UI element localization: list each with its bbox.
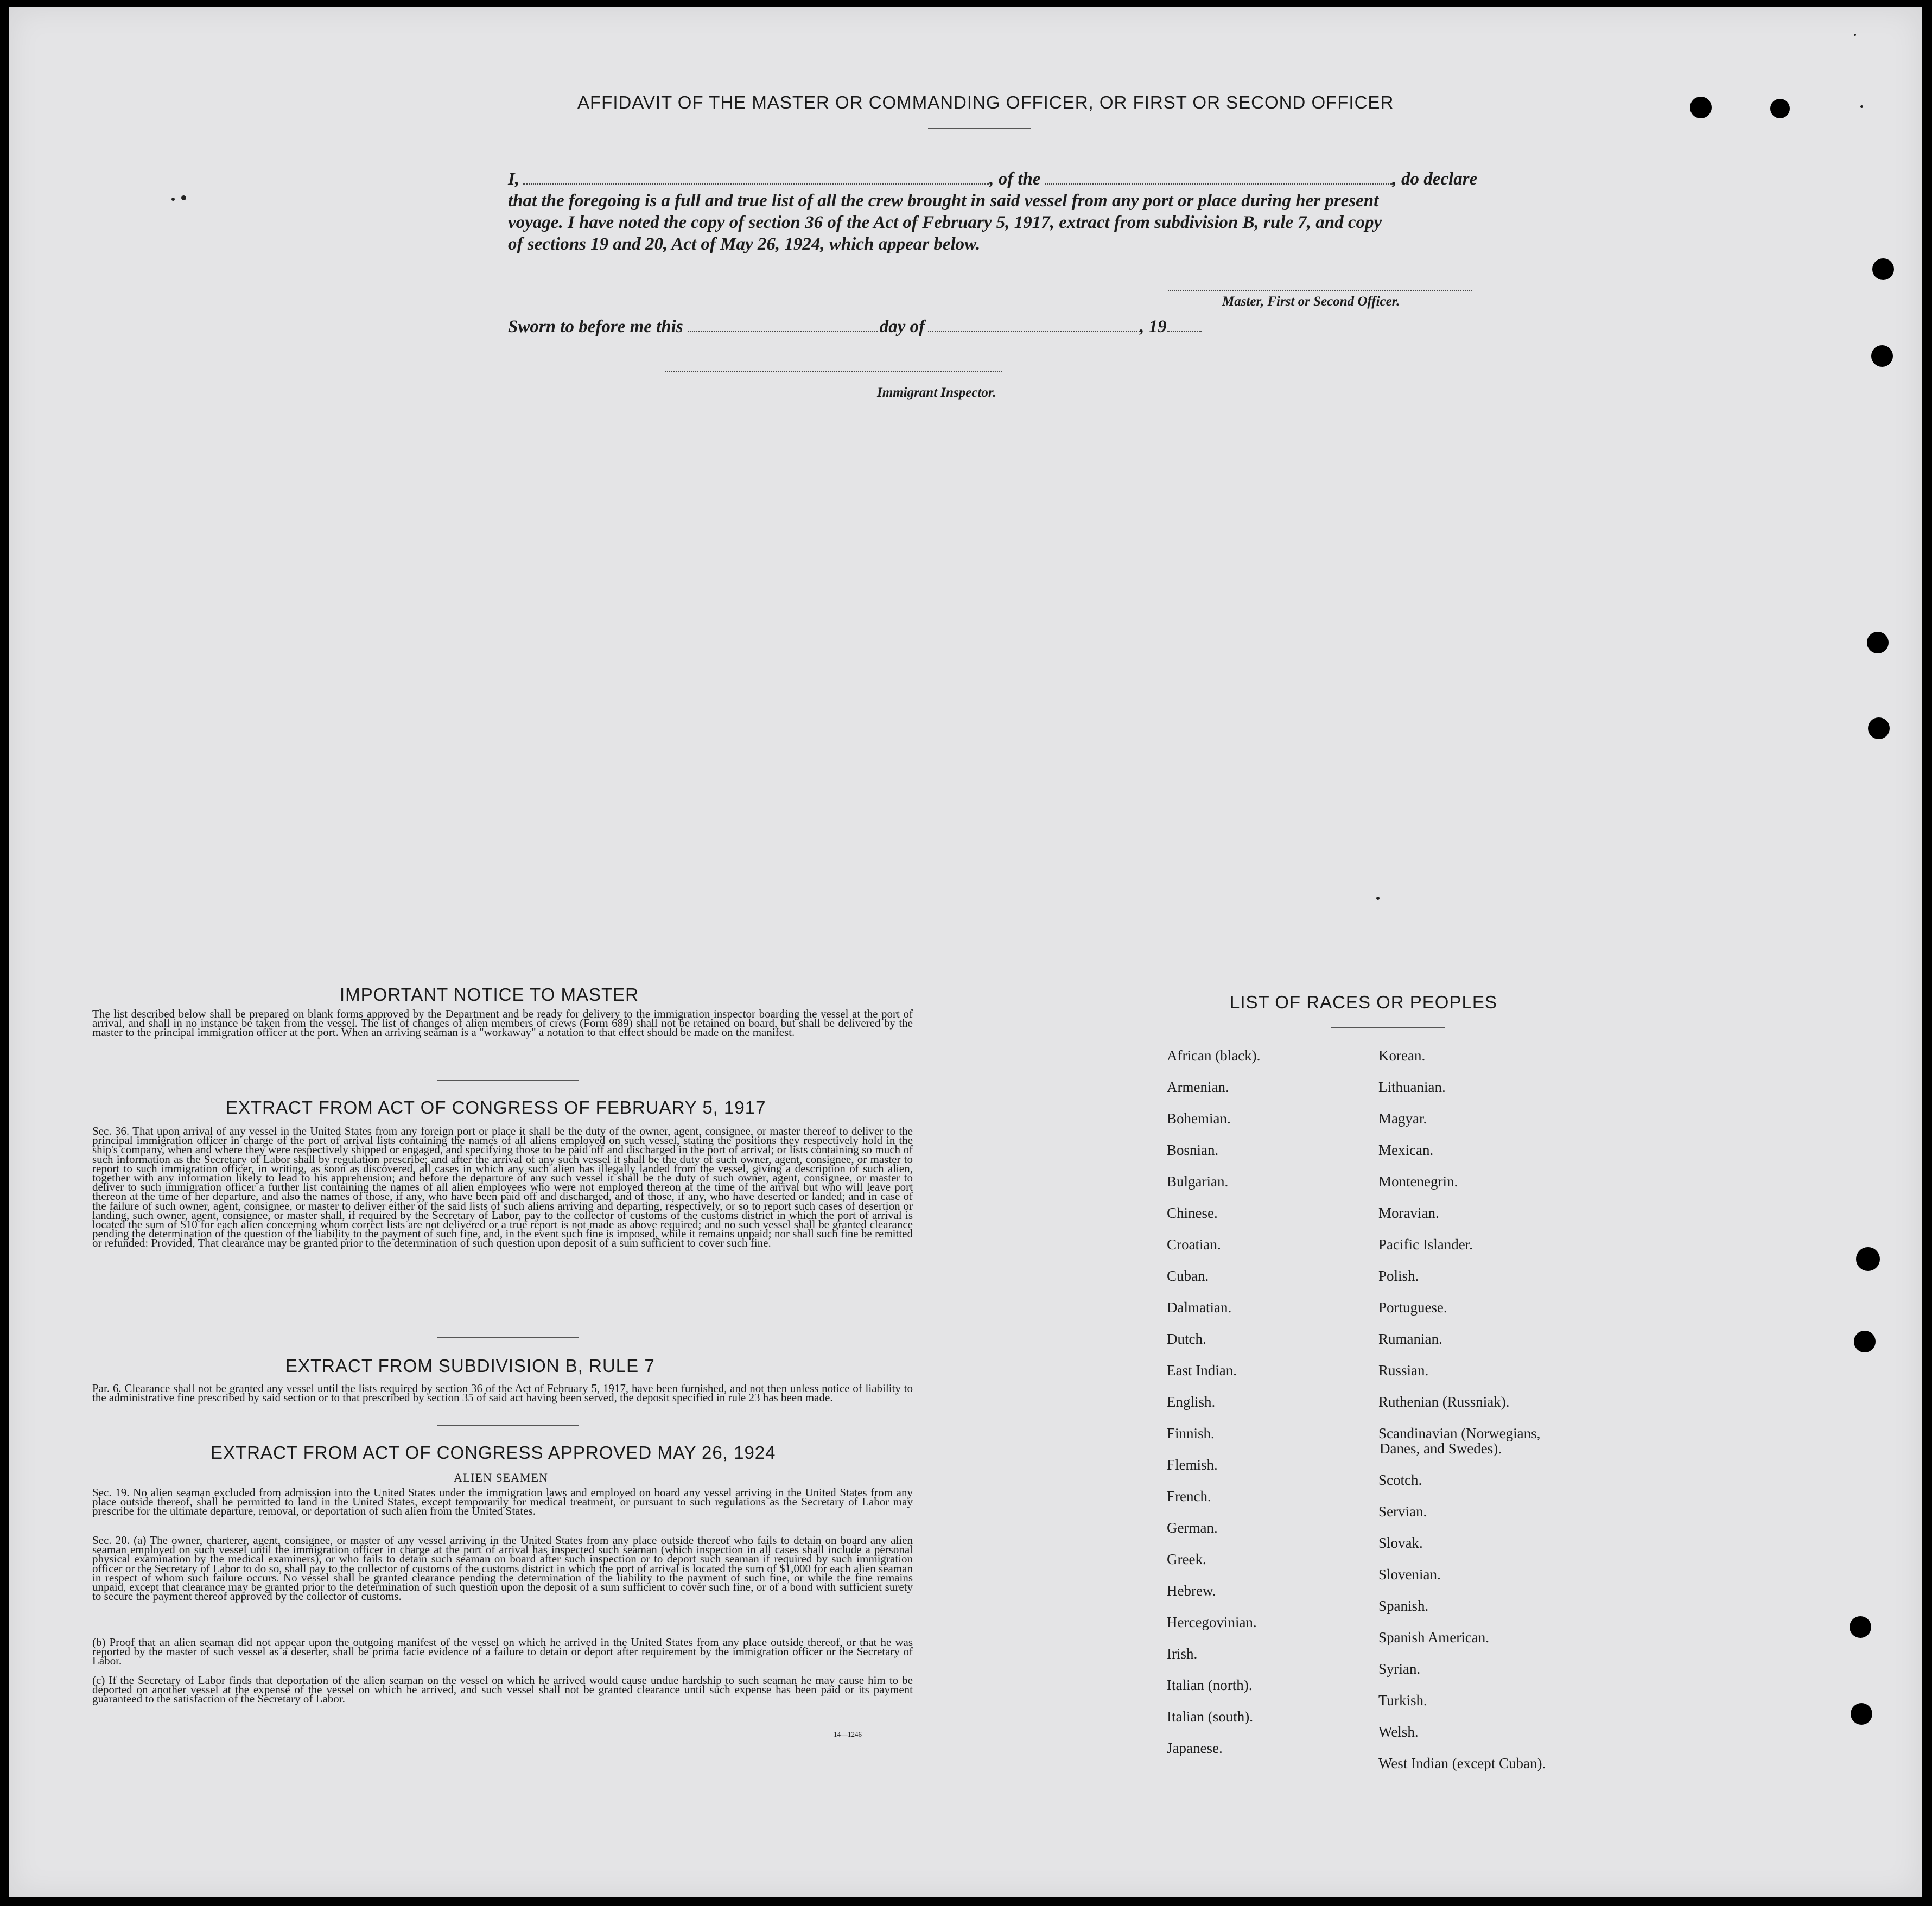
affidavit-line-2: that the foregoing is a full and true list of all the crew brought in said vessel from any port or place during her present	[508, 191, 1379, 211]
race-item: Moravian.	[1378, 1205, 1439, 1221]
vessel-blank[interactable]	[1045, 183, 1393, 185]
race-item: Hebrew.	[1167, 1583, 1216, 1599]
extract-1917-body: Sec. 36. That upon arrival of any vessel in the United States from any foreign port or place it shall be the duty of the owner, agent, consignee, or master thereof to deliver to the principal immigration officer in charge of the port of arrival lists containing the names of all aliens employed on such vessel, stating the positions they respectively hold in the ship's company, when and where they were respectively shipped or engaged, and specifying those to be paid off and discharged in the port of arrival; or lists containing so much of such information as the Secretary of Labor shall by regulation prescribe; and after the arrival of any such vessel it shall be the duty of such owner, agent, consignee, or master to report to such immigration officer, in writing, as soon as discovered, all cases in which any such alien has illegally landed from the vessel, giving a description of such alien, together with any information likely to lead to his apprehension; and before the departure of any such vessel it shall be the duty of such owner, agent, consignee, or master to deliver to such immigration officer a further list containing the names of all alien employees who were not employed thereon at the time of the arrival but who will leave port thereon at the time of her departure, and also the names of those, if any, who have been paid off and discharged, and of those, if any, who have deserted or landed; and in case of the failure of such owner, agent, consignee, or master to deliver either of the said lists of such aliens arriving and departing, respectively, or so to report such cases of desertion or landing, such owner, agent, consignee, or master shall, if required by the Secretary of Labor, pay to the collector of customs of the customs district in which the port of arrival is located the sum of $10 for each alien concerning whom correct lists are not delivered or a true report is not made as above required; and no such vessel shall be granted clearance pending the determination of the question of the liability to the payment of such fine, and, in the event such fine is imposed, while it remains unpaid; nor shall such fine be remitted or refunded: Provided, That clearance may be granted prior to the determination of such question upon deposit of a sum sufficient to cover such fine.	[92, 1124, 913, 1250]
extract-1924-sec20b: (b) Proof that an alien seaman did not appear upon the outgoing manifest of the vessel on which he arrived in the United States from any place outside thereof, or that he was reported by the master of such vessel as a deserter, shall be prima facie evidence of a failure to detain or deport after requirement by the immigration officer or the Secretary of Labor.	[92, 1636, 913, 1668]
race-item: Greek.	[1167, 1551, 1206, 1567]
master-signature-line[interactable]	[1168, 290, 1472, 291]
race-item: Hercegovinian.	[1167, 1614, 1257, 1630]
master-signature-label: Master, First or Second Officer.	[1222, 294, 1400, 309]
race-item: Magyar.	[1378, 1110, 1427, 1127]
race-item: Montenegrin.	[1378, 1173, 1458, 1190]
race-item: Finnish.	[1167, 1425, 1215, 1441]
speck	[1860, 105, 1863, 108]
extract-1924-title: EXTRACT FROM ACT OF CONGRESS APPROVED MAY 26, 1924	[211, 1443, 776, 1463]
race-item: Ruthenian (Russniak).	[1378, 1394, 1510, 1410]
affidavit-line-4: of sections 19 and 20, Act of May 26, 1924, which appear below.	[508, 234, 981, 254]
race-item: Irish.	[1167, 1645, 1198, 1662]
extract-1917-rule	[437, 1337, 579, 1338]
race-item: Welsh.	[1378, 1724, 1419, 1740]
race-item: Bulgarian.	[1167, 1173, 1229, 1190]
extract-1924-sec20a: Sec. 20. (a) The owner, charterer, agent, consignee, or master of any vessel arriving in the United States from any place outside thereof who fails to detain on board any alien seaman employed on such vessel until the immigration officer in charge at the port of arrival has inspected such seaman (which inspection in all cases shall include a personal physical examination by the medical examiners), or who fails to detain such seaman on board after such inspection or to deport such seaman if required by such immigration officer or the Secretary of Labor to do so, shall pay to the collector of customs of the customs district in which the port of arrival is located the sum of $1,000 for each alien seaman in respect of whom such failure occurs. No vessel shall be granted clearance pending the determination of the liability to the payment of such fine, or while the fine remains unpaid, except that clearance may be granted prior to the determination of such question upon the deposit of a sum sufficient to cover such fine, or of a bond with sufficient surety to secure the payment thereof approved by the collector of customs.	[92, 1534, 913, 1603]
form-number: 14—1246	[834, 1730, 862, 1738]
affidavit-title: AFFIDAVIT OF THE MASTER OR COMMANDING OFFICER, OR FIRST OR SECOND OFFICER	[577, 92, 1394, 112]
race-item: Armenian.	[1167, 1079, 1229, 1095]
race-item: Spanish American.	[1378, 1629, 1489, 1645]
binder-hole	[1868, 717, 1890, 739]
sworn-line	[508, 316, 1202, 338]
sworn-year-blank[interactable]	[1167, 331, 1202, 332]
race-item: German.	[1167, 1520, 1218, 1536]
rule7-rule	[437, 1425, 579, 1426]
extract-1924-sec19: Sec. 19. No alien seaman excluded from admission into the United States under the immigration laws and employed on board any vessel arriving in the United States from any place outside thereof, shall be permitted to land in the United States, except temporarily for medical treatment, or pursuant to such regulations as the Secretary of Labor may prescribe for the ultimate departure, removal, or deportation of such alien from the United States.	[92, 1486, 913, 1518]
binder-hole	[1690, 97, 1712, 118]
race-item: Bohemian.	[1167, 1110, 1231, 1127]
race-item: Japanese.	[1167, 1740, 1223, 1756]
race-item: Dalmatian.	[1167, 1299, 1232, 1316]
races-title: LIST OF RACES OR PEOPLES	[1230, 992, 1497, 1012]
race-item: East Indian.	[1167, 1362, 1237, 1378]
binder-hole	[1850, 1616, 1871, 1638]
race-item: West Indian (except Cuban).	[1378, 1755, 1546, 1771]
speck	[171, 198, 175, 201]
race-item: Slovenian.	[1378, 1566, 1441, 1583]
inspector-label: Immigrant Inspector.	[877, 385, 996, 400]
race-item: Chinese.	[1167, 1205, 1218, 1221]
speck	[181, 195, 186, 200]
race-item: Flemish.	[1167, 1457, 1218, 1473]
binder-hole	[1872, 258, 1894, 280]
race-item: Danes, and Swedes).	[1380, 1440, 1502, 1457]
race-item: Portuguese.	[1378, 1299, 1447, 1316]
sworn-text: Sworn to before me this	[508, 317, 683, 336]
affidavit-declaration	[508, 168, 1509, 255]
speck	[1854, 34, 1856, 36]
race-item: Dutch.	[1167, 1331, 1206, 1347]
race-item: Syrian.	[1378, 1661, 1421, 1677]
race-item: Bosnian.	[1167, 1142, 1219, 1158]
binder-hole	[1770, 99, 1790, 118]
inspector-signature-line[interactable]	[665, 371, 1002, 372]
notice-title: IMPORTANT NOTICE TO MASTER	[340, 984, 639, 1005]
race-item: Spanish.	[1378, 1598, 1429, 1614]
sworn-year: , 19	[1140, 317, 1167, 336]
affidavit-i: I,	[508, 169, 520, 189]
race-item: Pacific Islander.	[1378, 1236, 1473, 1253]
title-rule	[928, 128, 1031, 129]
race-item: Italian (north).	[1167, 1677, 1253, 1693]
race-item: Russian.	[1378, 1362, 1429, 1378]
race-item: Turkish.	[1378, 1692, 1427, 1708]
sworn-day-blank[interactable]	[688, 331, 878, 332]
race-item: Korean.	[1378, 1047, 1426, 1064]
race-item: Slovak.	[1378, 1535, 1423, 1551]
extract-1924-sec20c: (c) If the Secretary of Labor finds that deportation of the alien seaman on the vessel on which he arrived would cause undue hardship to such seaman he may cause him to be deported on another vessel at the expense of the vessel on which he arrived, and such vessel shall not be granted clearance until such expense has been paid or its payment guaranteed to the satisfaction of the Secretary of Labor.	[92, 1674, 913, 1706]
race-item: French.	[1167, 1488, 1211, 1504]
race-item: Italian (south).	[1167, 1708, 1253, 1725]
races-rule	[1331, 1027, 1445, 1028]
name-blank[interactable]	[523, 183, 989, 185]
race-item: Croatian.	[1167, 1236, 1221, 1253]
affidavit-line-3: voyage. I have noted the copy of section 36 of the Act of February 5, 1917, extract from subdivision B, rule 7, and copy	[508, 213, 1382, 232]
notice-body: The list described below shall be prepared on blank forms approved by the Department and be ready for delivery to the immigration inspector boarding the vessel at the port of arrival, and shall in no instance be taken from the vessel. The list of changes of alien members of crews (Form 689) shall not be retained on board, but shall be delivered by the master to the principal immigration officer at the port. When an arriving seaman is a "workaway" a notation to that effect should be made on the manifest.	[92, 1007, 913, 1039]
binder-hole	[1867, 632, 1889, 653]
race-item: Servian.	[1378, 1503, 1427, 1520]
race-item: Scandinavian (Norwegians,	[1378, 1425, 1541, 1441]
binder-hole	[1856, 1247, 1880, 1271]
speck	[1376, 897, 1380, 900]
binder-hole	[1851, 1703, 1872, 1725]
rule7-title: EXTRACT FROM SUBDIVISION B, RULE 7	[285, 1356, 655, 1376]
sworn-month-blank[interactable]	[928, 331, 1140, 332]
binder-hole	[1854, 1331, 1876, 1352]
document-sheet	[9, 7, 1922, 1897]
alien-seamen-subtitle: ALIEN SEAMEN	[454, 1471, 548, 1484]
race-item: Cuban.	[1167, 1268, 1209, 1284]
sworn-day-of: day of	[879, 317, 925, 336]
race-item: English.	[1167, 1394, 1216, 1410]
rule7-body: Par. 6. Clearance shall not be granted any vessel until the lists required by section 36 of the Act of February 5, 1917, have been furnished, and not then unless notice of liability to the administrative fine prescribed by said section or to that prescribed by section 35 of said act having been served, the deposit specified in rule 23 has been made.	[92, 1382, 913, 1405]
notice-rule	[437, 1080, 579, 1081]
race-item: African (black).	[1167, 1047, 1261, 1064]
race-item: Scotch.	[1378, 1472, 1422, 1488]
race-item: Polish.	[1378, 1268, 1419, 1284]
race-item: Lithuanian.	[1378, 1079, 1446, 1095]
race-item: Rumanian.	[1378, 1331, 1442, 1347]
affidavit-declare: , do declare	[1392, 169, 1478, 189]
extract-1917-title: EXTRACT FROM ACT OF CONGRESS OF FEBRUARY 5, 1917	[226, 1097, 766, 1117]
binder-hole	[1871, 345, 1893, 367]
race-item: Mexican.	[1378, 1142, 1434, 1158]
affidavit-of-the: , of the	[989, 169, 1041, 189]
